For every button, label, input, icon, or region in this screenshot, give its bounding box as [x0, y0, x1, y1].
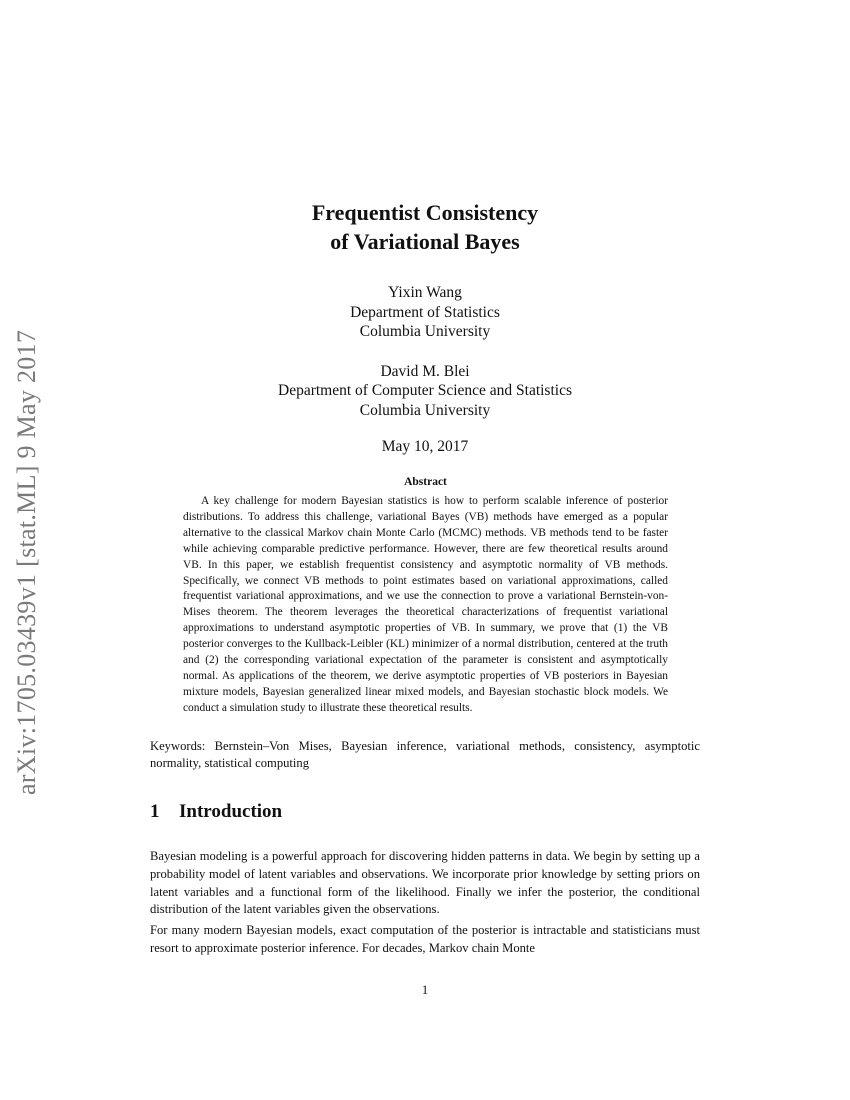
title-line-1: Frequentist Consistency	[311, 200, 539, 225]
abstract-heading: Abstract	[404, 476, 447, 488]
author-department: Department of Computer Science and Statistics	[278, 382, 572, 399]
author-name: Yixin Wang	[388, 284, 462, 301]
page-number: 1	[421, 983, 429, 997]
body-paragraph: For many modern Bayesian models, exact computation of the posterior is intractable and statisticians must resort to approximate posterior inference. For decades, Markov chain Monte	[150, 923, 700, 955]
section-heading	[150, 801, 282, 823]
author-university: Columbia University	[359, 323, 491, 340]
author-university: Columbia University	[359, 401, 491, 419]
title-line-2: of Variational Bayes	[330, 229, 520, 254]
publication-date: May 10, 2017	[381, 438, 469, 455]
author-name: David M. Blei	[380, 362, 470, 380]
keywords: Keywords: Bernstein–Von Mises, Bayesian inference, variational methods, consistency, asymptotic normality, statistical computing	[150, 739, 700, 770]
section-number: 1	[150, 801, 160, 822]
section-title: Introduction	[179, 801, 283, 822]
author-block	[150, 362, 700, 421]
author-block	[150, 283, 700, 342]
abstract-body: A key challenge for modern Bayesian statistics is how to perform scalable inference of posterior distributions. To address this challenge, variational Bayes (VB) methods have emerged as a popular alternative to the classical Markov chain Monte Carlo (MCMC) methods. VB methods tend to be faster while achieving comparable predictive performance. However, there are few theoretical results around VB. In this paper, we establish frequentist consistency and asymptotic normality of VB methods. Specifically, we connect VB methods to point estimates based on variational approximations, called frequentist variational approximations, and we use the connection to prove a variational Bernstein-von-Mises theorem. The theorem leverages the theoretical characterizations of frequentist variational approximations to understand asymptotic properties of VB. In summary, we prove that (1) the VB posterior converges to the Kullback-Leibler (KL) minimizer of a normal distribution, centered at the truth and (2) the corresponding variational expectation of the parameter is consistent and asymptotically normal. As applications of the theorem, we derive asymptotic properties of VB posteriors in Bayesian mixture models, Bayesian generalized linear mixed models, and Bayesian stochastic block models. We conduct a simulation study to illustrate these theoretical results.	[183, 495, 668, 714]
paper-title	[150, 198, 700, 256]
author-department: Department of Statistics	[350, 303, 500, 321]
body-paragraph: Bayesian modeling is a powerful approach for discovering hidden patterns in data. We begin by setting up a probability model of latent variables and observations. We incorporate prior knowledge by setting priors on latent variables and a functional form of the likelihood. Finally we infer the posterior, the conditional distribution of the latent variables given the observations.	[150, 849, 700, 917]
arxiv-identifier-stamp: arXiv:1705.03439v1 [stat.ML] 9 May 2017	[12, 329, 41, 795]
abstract	[183, 476, 668, 717]
author-list	[150, 283, 700, 440]
